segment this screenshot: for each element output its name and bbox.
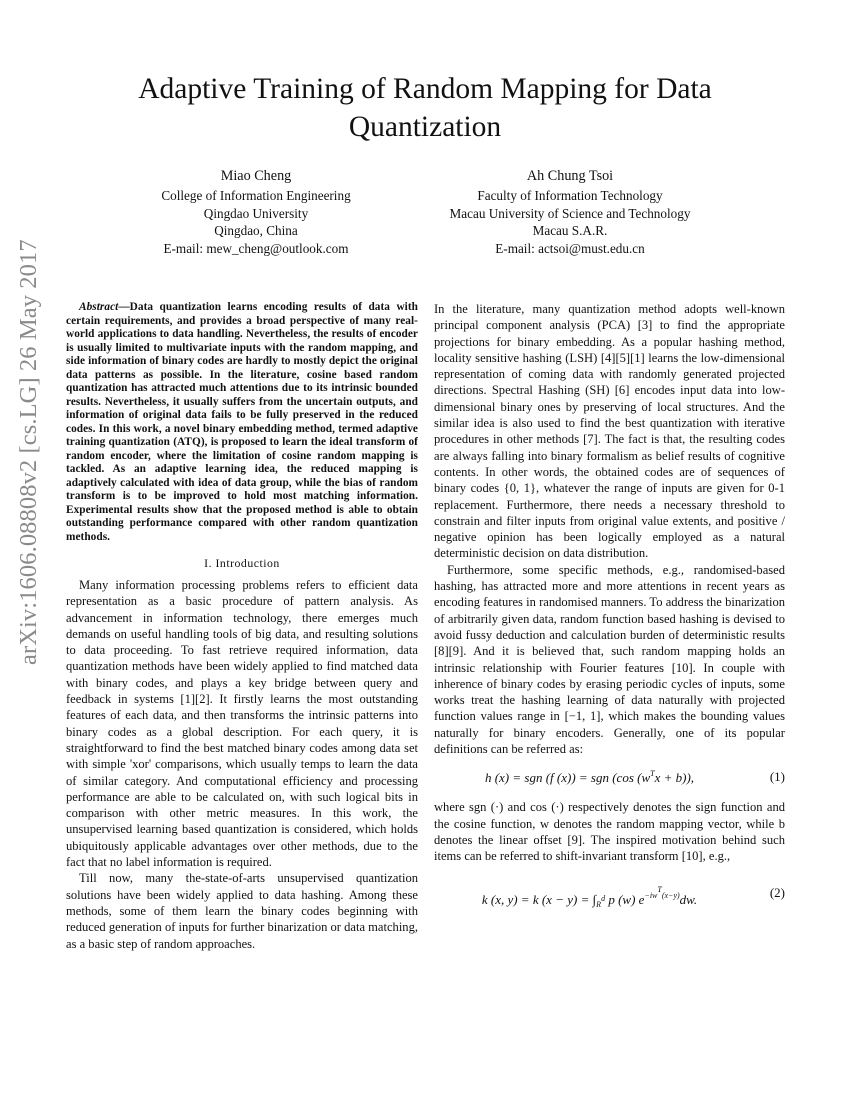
author-block-2 [420,168,720,257]
author-affiliation: Faculty of Information Technology [477,188,663,204]
equation-1-expression: h (x) = sgn (f (x)) = sgn (cos $(w^Tx + b)$), [484,769,695,786]
paragraph-2: Till now, many the-state-of-arts unsupervised quantization solutions have been widely applied to data hashing. Among these methods, some of them learn the binary codes beginning with reduced generation of inputs for further binarization or data matching, as a basic step of random approaches. [66,871,418,951]
paper-title: Adaptive Training of Random Mapping for Data Quantization [138,73,712,143]
arxiv-stamp: arXiv:1606.08808v2 [cs.LG] 26 May 2017 [15,239,42,665]
equation-2-expression: k (x, y) = k $(x - y) = \int_{R^d}$ p (w) $e^{-iw^T(x-y)}dw$. [481,884,698,910]
paragraph-4: Furthermore, some specific methods, e.g., randomised-based hashing, has attracted more and more attentions in recent years as encoding features in randomised manners. To address the binarization of arbitrarily given data, random function based hashing is devised to avoid fussy deduction and calculation burden of deterministic results [8][9]. And it is believed that, such random mapping holds an intrinsic relationship with Fourier features [10]. In couple with inherence of binary codes by erasing periodic cycles of inputs, some works treat the hashing learning of data naturally with projected function values range in [−1, 1], which makes the bounding values naturally for binary encoders. Generally, one of its popular definitions can be referred as: [434,562,785,757]
left-column [66,301,418,952]
author-institution: Qingdao University [203,205,309,221]
paragraph-3: In the literature, many quantization method adopts well-known principal component analysis (PCA) [3] to find the appropriate projections for binary embedding. As a popular hashing method, locality sensitive hashing (LSH) [4][5][1] learns the low-dimensional representation of coming data with randomly generated projected directions. Spectral Hashing (SH) [6] encodes input data into low-dimensional binary ones by preserving of local structures. And the similar idea is also used to find the best quantization with iterative procedures in other methods [7]. The fact is that, the resulting codes are always falling into binary formalism as belief results of cognitive contents. In other words, the obtained codes are of sequences of binary codes {0, 1}, whatever the range of inputs are given for 0-1 replacement. Furthermore, there needs a necessary threshold to constrain and filter inputs from original value extents, and positive / negative opinion has been logically employed as a natural deterministic decision on data distribution. [434,302,785,561]
author-email: E-mail: mew_cheng@outlook.com [163,240,349,256]
author-email: E-mail: actsoi@must.edu.cn [495,240,645,256]
equation-2-number: (2) [769,884,785,900]
author-location: Qingdao, China [214,223,298,239]
author-affiliation: College of Information Engineering [161,188,351,204]
equation-1-number: (1) [769,769,785,785]
abstract-text: —Data quantization learns encoding results of data with certain requirements, and provides a broad perspective of many real-world applications to data handling. Nevertheless, the results of encoder is usually limited to multivariate inputs with the random mapping, and side information of binary codes are hardly to mostly depict the original data patterns as possible. In the literature, cosine based random quantization has attracted much attentions due to its intrinsic bounded results. Nevertheless, it usually suffers from the uncertain outputs, and information of original data fails to be fully preserved in the reduced codes. In this work, a novel binary embedding method, termed adaptive training quantization (ATQ), is proposed to learn the ideal transform of random encoder, where the limitation of cosine random mapping is tackled. As an adaptive learning idea, the reduced mapping is adaptively calculated with idea of data group, while the bias of random transform is to be improved to hold most matching information. Experimental results show that the proposed method is able to obtain outstanding performance compared with other random quantization methods. [66,301,418,543]
section-heading-introduction: I. Introduction [204,556,280,570]
right-column [434,301,785,917]
equation-2 [434,869,785,917]
equation-1 [434,757,785,799]
paragraph-5: where sgn (·) and cos (·) respectively denotes the sign function and the cosine function, w denotes the random mapping vector, while b denotes the linear offset [9]. The inspired motivation behind such items can be referred to shift-invariant transform [10], e.g., [434,800,785,864]
abstract-lead: Abstract [79,301,119,313]
author-location: Macau S.A.R. [532,223,608,239]
author-institution: Macau University of Science and Technology [449,205,691,221]
author-name: Ah Chung Tsoi [526,168,614,184]
paragraph-1: Many information processing problems refers to efficient data representation as a basic procedure of pattern analysis. As advancement in information technology, there emerges much demands on useful handling tools of big data, and resulting solutions to data proceeding. To fast retrieve required information, data quantization methods have been widely applied to find matched data with binary codes, and plays a key bridge between query and feedback in systems [1][2]. It firstly learns the most outstanding features of each data, and then transforms the intrinsic patterns into binary codes as a global description. For each query, it is straightforward to find the best matched binary codes among data set with simple 'xor' comparisons, which usually temps to learn the data of similar category. And computational efficiency and processing performance are able to be calculated on, with such logical bits in comparison with other metric measures. In this work, the unsupervised learning based quantization is considered, which holds ubiquitously applicable advantages over other methods, due to the fact that no label information is required. [66,578,418,870]
author-name: Miao Cheng [220,168,292,184]
abstract [66,301,418,544]
author-block-1 [100,168,412,257]
